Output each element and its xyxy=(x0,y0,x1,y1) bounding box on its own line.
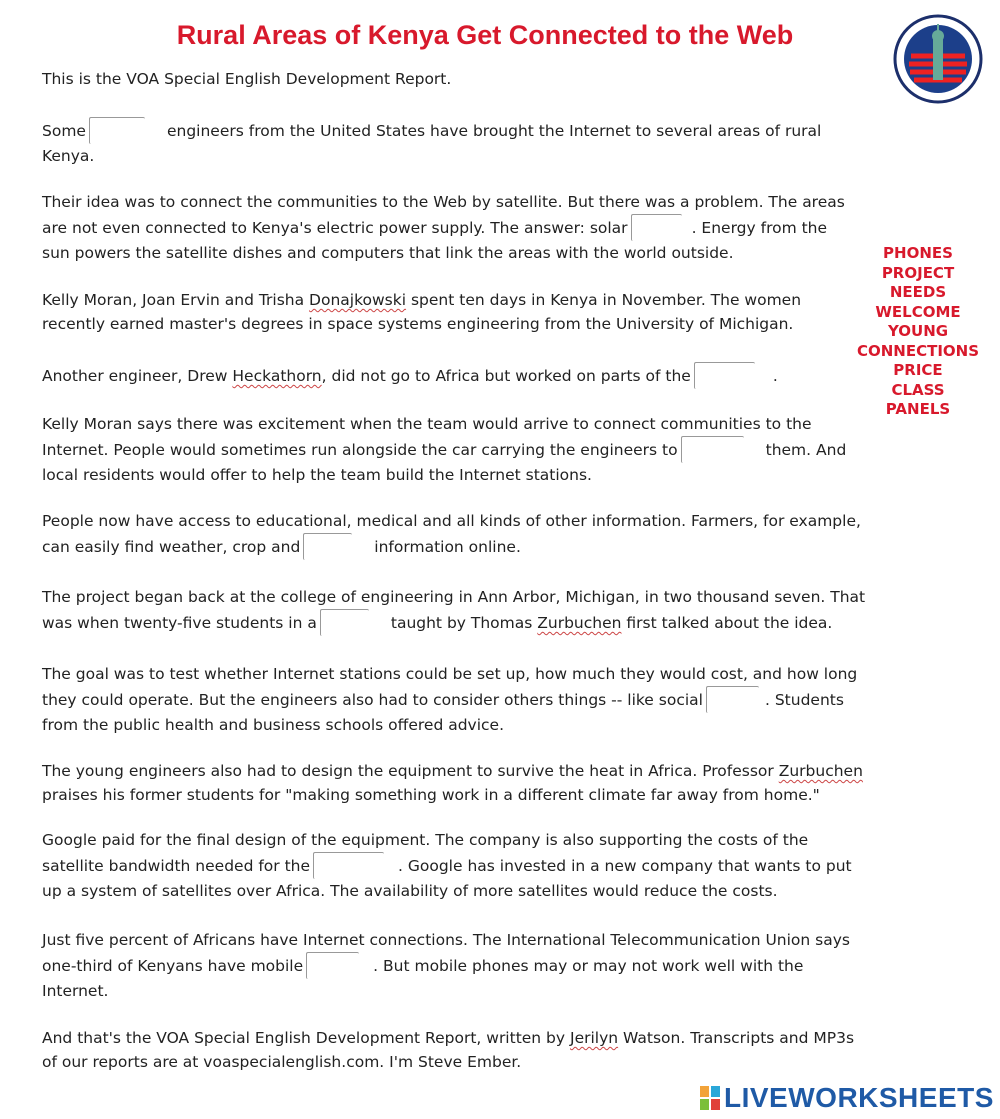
footer-brand-text: LIVEWORKSHEETS xyxy=(724,1082,994,1113)
word-bank-item: CLASS xyxy=(891,380,945,399)
paragraph-8 xyxy=(42,662,857,737)
paragraph-4 xyxy=(42,362,778,389)
text: And that's the VOA Special English Development Report, written by xyxy=(42,1029,566,1047)
text: Another engineer, Drew xyxy=(42,367,228,385)
text: . But mobile phones may or may not work well with the xyxy=(373,957,804,975)
text: Kelly Moran says there was excitement when the team would arrive to connect communities to the xyxy=(42,415,812,433)
blank-4[interactable] xyxy=(681,436,744,463)
paragraph-9 xyxy=(42,759,863,807)
paragraph-1 xyxy=(42,117,821,168)
text: The project began back at the college of engineering in Ann Arbor, Michigan, in two thousand seven. That xyxy=(42,588,866,606)
text: The goal was to test whether Internet stations could be set up, how much they would cost, and how long xyxy=(42,665,858,683)
text: was when twenty-five students in a xyxy=(42,614,317,632)
blank-5[interactable] xyxy=(303,533,352,560)
word-bank-item: NEEDS xyxy=(889,283,947,301)
text: Kenya. xyxy=(42,147,95,165)
text: from the public health and business schools offered advice. xyxy=(42,716,505,734)
text: . xyxy=(772,367,778,385)
text: Their idea was to connect the communities to the Web by satellite. But there was a problem. The areas xyxy=(42,193,845,211)
blank-1[interactable] xyxy=(89,117,145,144)
blank-7[interactable] xyxy=(706,686,759,713)
text: Google paid for the final design of the equipment. The company is also supporting the costs of the xyxy=(42,831,809,849)
text: , did not go to Africa but worked on parts of the xyxy=(321,367,691,385)
text: Internet. People would sometimes run alongside the car carrying the engineers to xyxy=(42,441,678,459)
word-bank-item: PHONES xyxy=(883,244,953,262)
text: spent ten days in Kenya in November. The women xyxy=(410,291,802,309)
blank-9[interactable] xyxy=(306,952,359,979)
paragraph-6 xyxy=(42,509,861,560)
name-donajkowski: Donajkowski xyxy=(309,291,407,309)
text: of our reports are at voaspecialenglish.com. I'm Steve Ember. xyxy=(42,1053,522,1071)
name-zurbuchen: Zurbuchen xyxy=(778,762,863,780)
paragraph-12 xyxy=(42,1026,854,1074)
text: praises his former students for "making something work in a different climate far away from home." xyxy=(42,786,820,804)
text: . Google has invested in a new company that wants to put xyxy=(398,857,852,875)
text: . Energy from the xyxy=(691,219,828,237)
text: The young engineers also had to design the equipment to survive the heat in Africa. Professor xyxy=(42,762,774,780)
voa-seal-logo xyxy=(893,14,983,104)
word-bank-item: WELCOME xyxy=(875,302,961,321)
text: Some xyxy=(42,122,86,140)
text: first talked about the idea. xyxy=(626,614,833,632)
text: recently earned master's degrees in space systems engineering from the University of Michigan. xyxy=(42,315,794,333)
text: engineers from the United States have brought the Internet to several areas of rural xyxy=(166,122,822,140)
word-bank xyxy=(848,244,988,420)
intro-line: This is the VOA Special English Development Report. xyxy=(42,70,452,88)
word-bank-item: PROJECT xyxy=(881,263,955,282)
word-bank-item: YOUNG xyxy=(887,322,949,340)
text: Kelly Moran, Joan Ervin and Trisha xyxy=(42,291,305,309)
text: People now have access to educational, medical and all kinds of other information. Farmers, for example, xyxy=(42,512,861,530)
text: satellite bandwidth needed for the xyxy=(42,857,311,875)
blank-6[interactable] xyxy=(320,609,369,636)
liveworksheets-logo xyxy=(700,1082,994,1114)
text: Watson. Transcripts and MP3s xyxy=(623,1029,855,1047)
paragraph-2 xyxy=(42,190,845,265)
text: information online. xyxy=(374,538,521,556)
paragraph-5 xyxy=(42,412,846,487)
paragraph-7 xyxy=(42,585,865,636)
text: sun powers the satellite dishes and computers that link the areas with the world outside. xyxy=(42,244,734,262)
name-heckathorn: Heckathorn xyxy=(232,367,322,385)
word-bank-item: PRICE xyxy=(893,361,943,379)
paragraph-11 xyxy=(42,928,850,1003)
name-zurbuchen: Zurbuchen xyxy=(537,614,622,632)
text: one-third of Kenyans have mobile xyxy=(42,957,304,975)
text: Internet. xyxy=(42,982,109,1000)
text: local residents would offer to help the team build the Internet stations. xyxy=(42,466,592,484)
text: taught by Thomas xyxy=(390,614,533,632)
text: can easily find weather, crop and xyxy=(42,538,301,556)
word-bank-item: PANELS xyxy=(885,400,951,418)
text: Just five percent of Africans have Internet connections. The International Telecommunication Union says xyxy=(42,931,850,949)
text: are not even connected to Kenya's electric power supply. The answer: solar xyxy=(42,219,628,237)
blank-2[interactable] xyxy=(631,214,682,241)
text: they could operate. But the engineers also had to consider others things -- like social xyxy=(42,691,703,709)
text: . Students xyxy=(764,691,844,709)
blank-8[interactable] xyxy=(313,852,384,879)
text: up a system of satellites over Africa. The availability of more satellites would reduce the costs. xyxy=(42,882,778,900)
name-jerilyn: Jerilyn xyxy=(570,1029,619,1047)
liveworksheets-mark-icon xyxy=(700,1086,720,1110)
worksheet-title: Rural Areas of Kenya Get Connected to the Web xyxy=(176,20,794,50)
blank-3[interactable] xyxy=(694,362,755,389)
paragraph-10 xyxy=(42,828,852,903)
word-bank-item: CONNECTIONS xyxy=(856,341,980,360)
paragraph-3 xyxy=(42,288,801,336)
text: them. And xyxy=(765,441,847,459)
